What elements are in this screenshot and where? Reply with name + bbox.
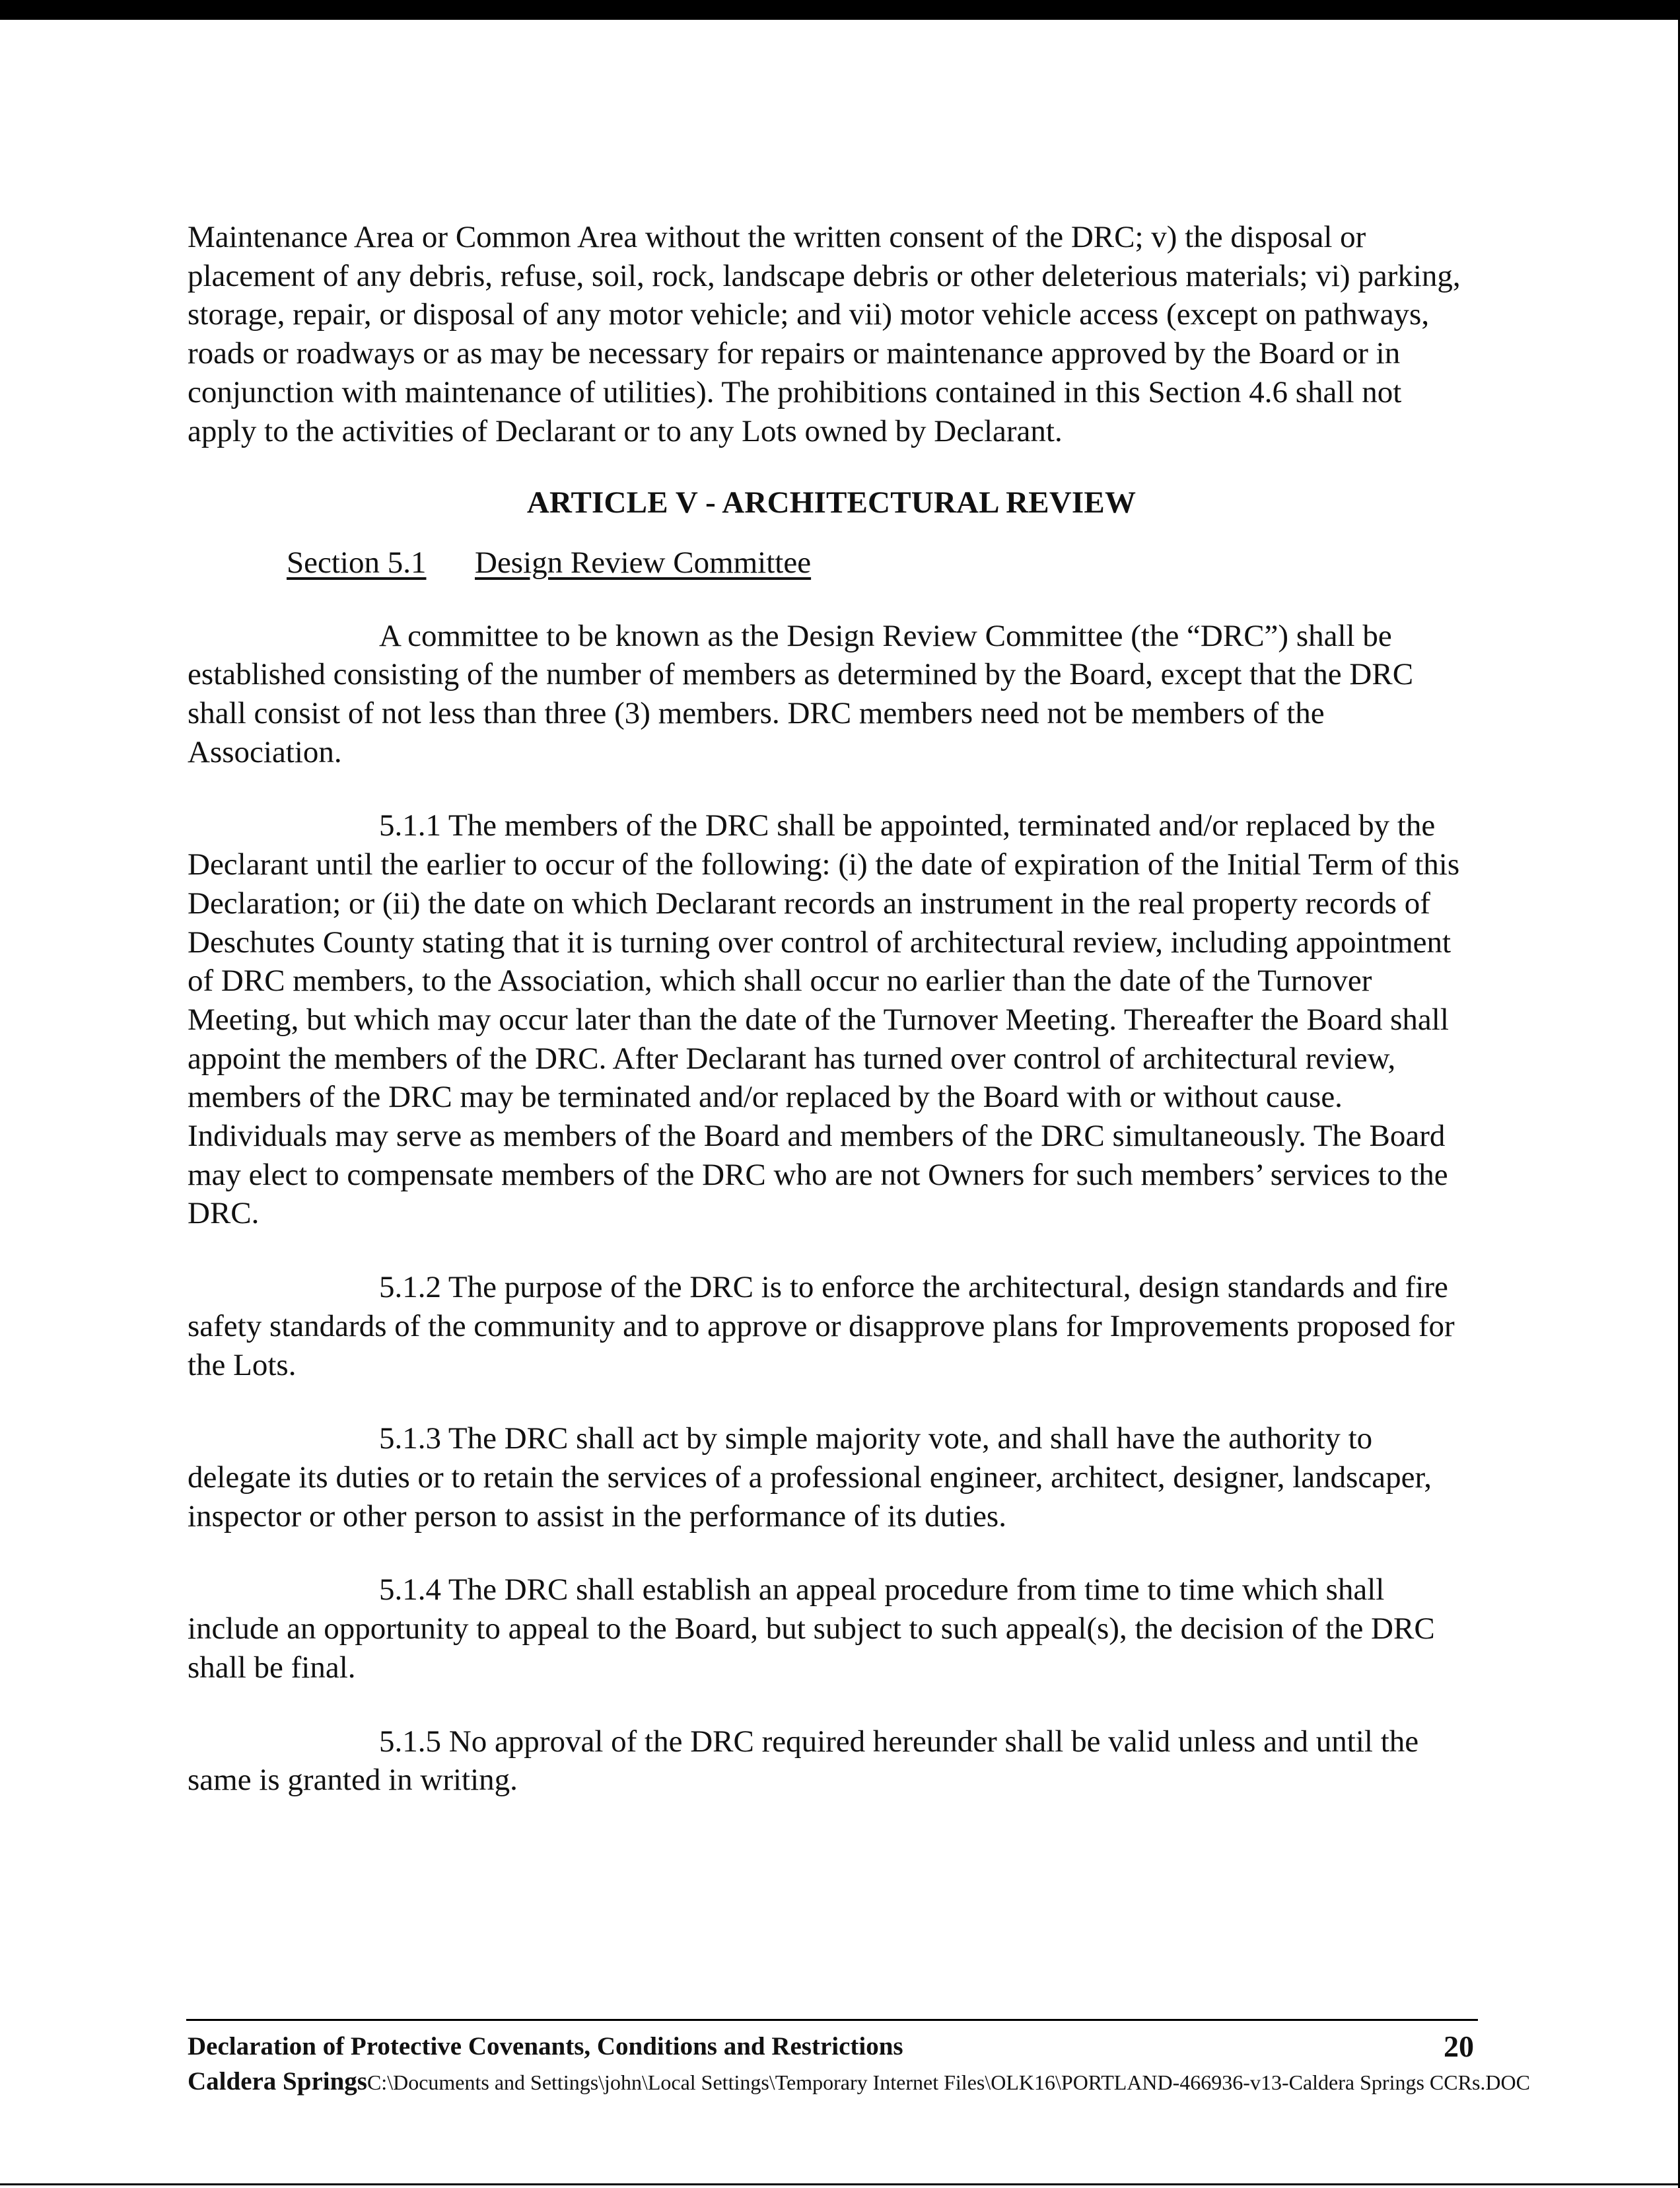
paragraph-5-1-3: 5.1.3 The DRC shall act by simple majority vote, and shall have the authority to delegate its duties or to retain the services of a professional engineer, architect, designer, landscaper, inspector or other person to assist in the performance of its duties. bbox=[188, 1421, 1432, 1534]
paragraph-5-1-2: 5.1.2 The purpose of the DRC is to enforce the architectural, design standards and fire safety standards of the community and to approve or disapprove plans for Improvements proposed for the Lots. bbox=[188, 1270, 1455, 1382]
document-body bbox=[188, 218, 1475, 1835]
paragraph-committee: A committee to be known as the Design Review Committee (the “DRC”) shall be established consisting of the number of members as determined by the Board, except that the DRC shall consist of not less than three (3) members. DRC members need not be members of the Association. bbox=[188, 618, 1414, 769]
footer-path-text: C:\Documents and Settings\john\Local Settings\Temporary Internet Files\OLK16\PORTLAND-466936-v13-Caldera Springs CCRs.DOC bbox=[367, 2070, 1530, 2094]
section-number: Section 5.1 bbox=[287, 545, 427, 580]
paragraph-5-1-5: 5.1.5 No approval of the DRC required hereunder shall be valid unless and until the same is granted in writing. bbox=[188, 1724, 1419, 1798]
page-number: 20 bbox=[1444, 2029, 1474, 2063]
paragraph-5-1-1: 5.1.1 The members of the DRC shall be appointed, terminated and/or replaced by the Declarant until the earlier to occur of the following: (i) the date of expiration of the Initial Term of this Declaration; or (ii) the date on which Declarant records an instrument in the real property records of Deschutes County stating that it is turning over control of architectural review, including appointment of DRC members, to the Association, which shall occur no earlier than the date of the Turnover Meeting, but which may occur later than the date of the Turnover Meeting. Thereafter the Board shall appoint the members of the DRC. After Declarant has turned over control of architectural review, members of the DRC may be terminated and/or replaced by the Board with or without cause. Individuals may serve as members of the Board and members of the DRC simultaneously. The Board may elect to compensate members of the DRC who are not Owners for such members’ services to the DRC. bbox=[188, 808, 1460, 1231]
continuation-paragraph: Maintenance Area or Common Area without the written consent of the DRC; v) the disposal or placement of any debris, refuse, soil, rock, landscape debris or other deleterious materials; vi) parking, storage, repair, or disposal of any motor vehicle; and vii) motor vehicle access (except on pathways, roads or roadways or as may be necessary for repairs or maintenance approved by the Board or in conjunction with maintenance of utilities). The prohibitions contained in this Section 4.6 shall not apply to the activities of Declarant or to any Lots owned by Declarant. bbox=[188, 220, 1461, 448]
footer-divider bbox=[186, 2019, 1478, 2021]
footer-file-path bbox=[188, 2065, 1530, 2099]
article-title: ARTICLE V - ARCHITECTURAL REVIEW bbox=[526, 485, 1137, 520]
scan-bottom-border bbox=[0, 2183, 1680, 2185]
section-heading bbox=[188, 544, 1475, 582]
section-title: Design Review Committee bbox=[475, 545, 812, 580]
scan-top-border bbox=[0, 0, 1680, 20]
paragraph-5-1-4: 5.1.4 The DRC shall establish an appeal procedure from time to time which shall include an opportunity to appeal to the Board, but subject to such appeal(s), the decision of the DRC shall be final. bbox=[188, 1572, 1435, 1685]
footer-title bbox=[188, 2030, 1478, 2063]
footer-project-name: Caldera Springs bbox=[188, 2067, 367, 2096]
footer-document-title: Declaration of Protective Covenants, Conditions and Restrictions bbox=[188, 2032, 903, 2061]
